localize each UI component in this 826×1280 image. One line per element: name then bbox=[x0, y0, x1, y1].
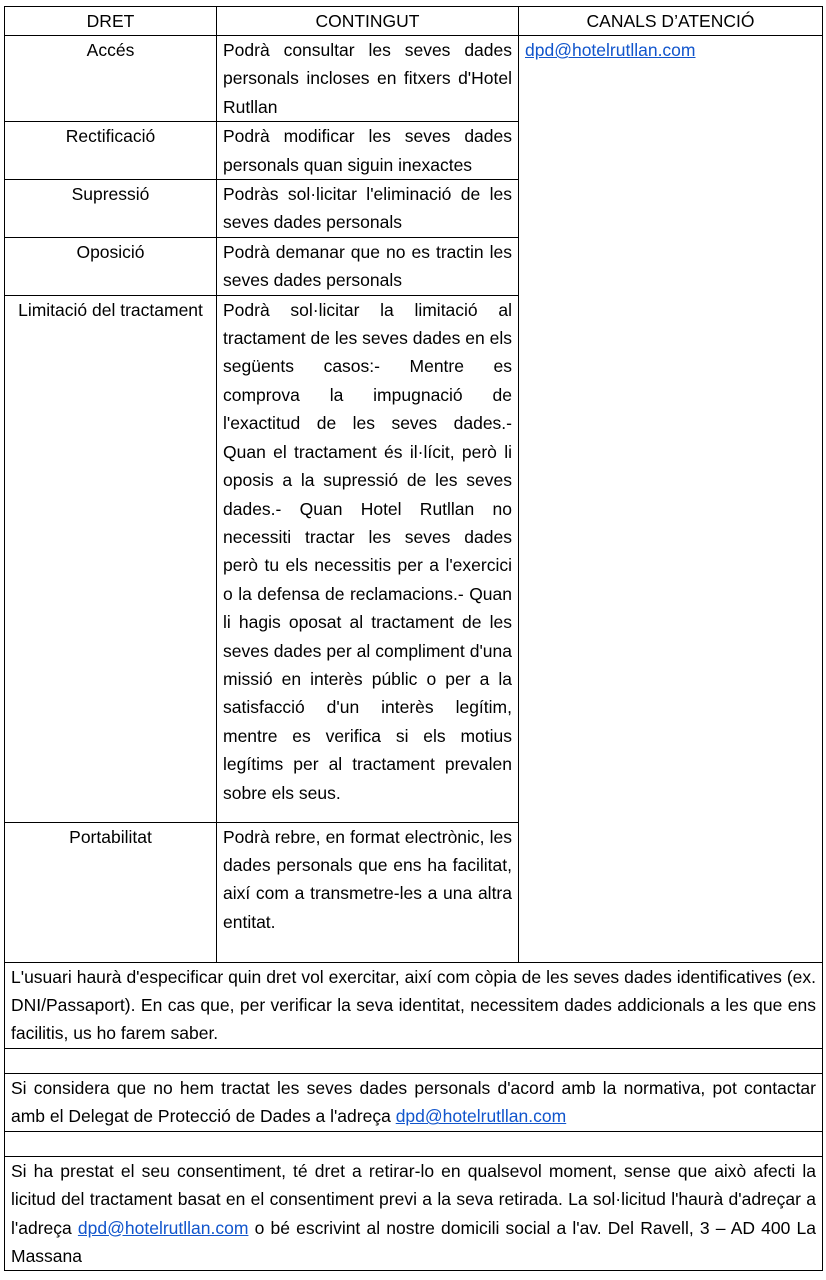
right-name-acces: Accés bbox=[5, 36, 217, 122]
spacer-row bbox=[5, 1048, 823, 1073]
dpo-note bbox=[5, 1073, 823, 1131]
header-dret: DRET bbox=[5, 7, 217, 36]
spacer-row bbox=[5, 1131, 823, 1156]
rights-table bbox=[4, 6, 823, 1271]
consent-note bbox=[5, 1156, 823, 1271]
table-row bbox=[5, 36, 823, 122]
dpo-note-text: Si considera que no hem tractat les seves dades personals d'acord amb la normativa, pot contactar amb el Delegat de Protecció de Dades a l'adreça bbox=[11, 1077, 816, 1127]
header-contingut: CONTINGUT bbox=[217, 7, 519, 36]
right-content-acces: Podrà consultar les seves dades personals incloses en fitxers d'Hotel Rutllan bbox=[217, 36, 519, 122]
right-content-portabilitat: Podrà rebre, en format electrònic, les dades personals que ens ha facilitat, així com a transmetre-les a una altra entitat. bbox=[217, 822, 519, 962]
channels-cell bbox=[519, 36, 823, 963]
right-name-portabilitat: Portabilitat bbox=[5, 822, 217, 962]
consent-note-address: o bé escrivint al nostre domicili social a l'av. Del Ravell, 3 – AD 400 La Massana bbox=[11, 1217, 816, 1266]
consent-email-link[interactable]: dpd@hotelrutllan.com bbox=[77, 1217, 249, 1238]
identification-note: L'usuari haurà d'especificar quin dret vol exercitar, així com còpia de les seves dades identificatives (ex. DNI/Passaport). En cas que, per verificar la seva identitat, necessitem dades addicionals a les que ens facilitis, us ho farem saber. bbox=[5, 962, 823, 1048]
dpo-email-link[interactable]: dpd@hotelrutllan.com bbox=[395, 1106, 567, 1127]
right-content-supressio: Podràs sol·licitar l'eliminació de les seves dades personals bbox=[217, 180, 519, 238]
right-name-oposicio: Oposició bbox=[5, 237, 217, 295]
right-content-oposicio: Podrà demanar que no es tractin les seves dades personals bbox=[217, 237, 519, 295]
empty-row bbox=[5, 1131, 823, 1156]
header-canals: CANALS D’ATENCIÓ bbox=[519, 7, 823, 36]
right-name-supressio: Supressió bbox=[5, 180, 217, 238]
consent-note-text: Si ha prestat el seu consentiment, té dret a retirar-lo en qualsevol moment, sense que això afecti la licitud del tractament basat en el consentiment previ a la seva retirada. La sol·licitud l'haurà d'adreçar a l'adreça bbox=[11, 1160, 816, 1238]
right-name-limitacio: Limitació del tractament bbox=[5, 295, 217, 822]
empty-row bbox=[5, 1048, 823, 1073]
note-row bbox=[5, 1073, 823, 1131]
right-name-rectificacio: Rectificació bbox=[5, 122, 217, 180]
right-content-rectificacio: Podrà modificar les seves dades personals quan siguin inexactes bbox=[217, 122, 519, 180]
dpd-email-link[interactable]: dpd@hotelrutllan.com bbox=[525, 40, 696, 60]
table-header-row bbox=[5, 7, 823, 36]
note-row bbox=[5, 1156, 823, 1271]
note-row bbox=[5, 962, 823, 1048]
right-content-limitacio: Podrà sol·licitar la limitació al tractament de les seves dades en els següents casos:- Mentre es comprova la impugnació de l'exactitud de les seves dades.- Quan el tractament és il·lícit, però li oposis a la supressió de les seves dades.- Quan Hotel Rutllan no necessiti tractar les seves dades però tu els necessitis per a l'exercici o la defensa de reclamacions.- Quan li hagis oposat al tractament de les seves dades per al compliment d'una missió en interès públic o per a la satisfacció d'un interès legítim, mentre es verifica si els motius legítims per al tractament prevalen sobre els seus. bbox=[217, 295, 519, 822]
